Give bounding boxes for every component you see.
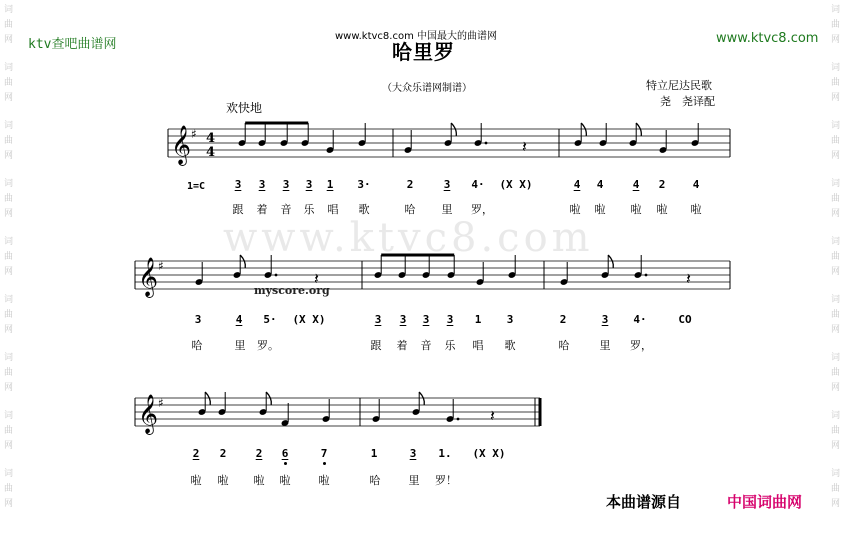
side-watermark-char: 曲 <box>831 136 841 146</box>
time-signature-bottom: 4 <box>206 145 216 160</box>
side-watermark-char: 词 <box>4 411 14 421</box>
jianpu-note: 2 <box>406 178 414 191</box>
score-maker: （大众乐谱网制谱） <box>382 83 472 94</box>
side-watermark-char: 网 <box>831 35 841 45</box>
source-brand[interactable]: 中国词曲网 <box>727 493 803 511</box>
note-flag <box>240 255 245 268</box>
jianpu-note: (X X) <box>292 313 326 326</box>
side-watermark-char: 网 <box>4 325 14 335</box>
key-signature-text: 1=C <box>187 181 206 192</box>
note-flag <box>451 123 456 136</box>
lyric-syllable: 音 <box>280 203 292 216</box>
side-watermark-char: 词 <box>831 121 841 131</box>
side-watermark-char: 词 <box>831 237 841 247</box>
jianpu-note: 3· <box>357 178 371 191</box>
side-watermark-char: 曲 <box>831 368 841 378</box>
side-watermark-char: 网 <box>831 93 841 103</box>
lyric-syllable: 啦 <box>656 203 668 216</box>
note-dot <box>485 142 488 145</box>
jianpu-note: 5· <box>263 313 277 326</box>
jianpu-note: 1 <box>370 447 378 460</box>
lyric-syllable: 着 <box>396 339 408 352</box>
jianpu-note: 2 <box>255 447 263 460</box>
jianpu-note: 3 <box>282 178 290 191</box>
jianpu-note: (X X) <box>499 178 533 191</box>
jianpu-note: 3 <box>305 178 313 191</box>
side-watermark-char: 词 <box>4 121 14 131</box>
side-watermark-char: 网 <box>4 499 14 509</box>
jianpu-note: 3 <box>446 313 454 326</box>
jianpu-note: 3 <box>399 313 407 326</box>
jianpu-note: 4 <box>632 178 640 191</box>
side-watermark-char: 曲 <box>4 484 14 494</box>
site-url-right[interactable]: www.ktvc8.com <box>716 31 819 46</box>
lyric-syllable: 歌 <box>358 203 370 216</box>
side-watermark-char: 网 <box>4 267 14 277</box>
lyric-syllable: 哈 <box>191 339 203 352</box>
jianpu-note: 6 <box>281 447 289 460</box>
jianpu-note: 4· <box>471 178 485 191</box>
center-watermark: www.ktvc8.com <box>223 215 594 261</box>
side-watermark-char: 曲 <box>4 368 14 378</box>
jianpu-note: CO <box>678 313 692 326</box>
side-watermark-char: 曲 <box>831 194 841 204</box>
note-flag <box>205 392 210 405</box>
side-watermark-char: 曲 <box>831 78 841 88</box>
side-watermark-char: 曲 <box>4 310 14 320</box>
sharp-icon: ♯ <box>158 259 164 273</box>
jianpu-note: 4 <box>235 313 243 326</box>
lyric-syllable: 啦 <box>594 203 606 216</box>
jianpu-note: 3 <box>194 313 202 326</box>
side-watermark-char: 词 <box>4 179 14 189</box>
jianpu-note: 3 <box>258 178 266 191</box>
side-watermark-char: 词 <box>831 411 841 421</box>
jianpu-note: 7 <box>320 447 328 460</box>
quarter-rest-icon: 𝄽 <box>686 269 691 288</box>
lyric-syllable: 啦 <box>190 474 202 487</box>
inline-watermark: myscore.org <box>254 284 330 297</box>
jianpu-note: 3 <box>234 178 242 191</box>
jianpu-note: 4· <box>633 313 647 326</box>
side-watermark-char: 网 <box>831 499 841 509</box>
side-watermark-char: 曲 <box>831 484 841 494</box>
lyric-syllable: 啦 <box>630 203 642 216</box>
lyric-syllable: 唱 <box>327 203 339 216</box>
treble-clef-icon: 𝄞 <box>171 125 192 165</box>
lyric-syllable: 啦 <box>253 474 265 487</box>
side-watermark-char: 词 <box>831 179 841 189</box>
side-watermark-char: 曲 <box>831 426 841 436</box>
side-watermark-char: 词 <box>4 295 14 305</box>
lyric-syllable: 乐 <box>444 339 456 352</box>
side-watermark-char: 词 <box>831 63 841 73</box>
tempo-marking: 欢快地 <box>226 101 263 115</box>
note-flag <box>266 392 271 405</box>
lyric-syllable: 啦 <box>279 474 291 487</box>
lyric-syllable: 音 <box>420 339 432 352</box>
treble-clef-icon: 𝄞 <box>138 394 159 434</box>
side-watermark-char: 网 <box>831 441 841 451</box>
side-watermark-char: 曲 <box>4 252 14 262</box>
side-watermark-char: 网 <box>831 209 841 219</box>
jianpu-note: 2 <box>219 447 227 460</box>
side-watermark-char: 网 <box>4 383 14 393</box>
side-watermark-char: 词 <box>831 469 841 479</box>
jianpu-note: 3 <box>374 313 382 326</box>
note-dot <box>275 274 278 277</box>
lyric-syllable: 罗， <box>630 339 652 352</box>
side-watermark-char: 词 <box>4 5 14 15</box>
sharp-icon: ♯ <box>158 396 164 410</box>
side-watermark-char: 网 <box>4 35 14 45</box>
lyric-syllable: 跟 <box>232 203 244 216</box>
side-watermark-char: 曲 <box>4 136 14 146</box>
jianpu-note: 4 <box>596 178 604 191</box>
lyric-syllable: 罗。 <box>257 339 279 352</box>
side-watermark-char: 网 <box>4 93 14 103</box>
lyric-syllable: 里 <box>599 339 611 352</box>
jianpu-note: 3 <box>443 178 451 191</box>
source-label: 本曲谱源自 <box>606 493 682 511</box>
jianpu-note: 2 <box>658 178 666 191</box>
side-watermark-char: 词 <box>831 295 841 305</box>
lyric-syllable: 罗！ <box>435 474 457 487</box>
lyric-syllable: 啦 <box>569 203 581 216</box>
jianpu-note: 3 <box>409 447 417 460</box>
lyric-syllable: 跟 <box>370 339 382 352</box>
lyric-syllable: 哈 <box>369 474 381 487</box>
side-watermark-char: 词 <box>4 237 14 247</box>
lyric-syllable: 乐 <box>303 203 315 216</box>
song-origin: 特立尼达民歌 <box>646 79 712 92</box>
side-watermark-char: 网 <box>831 383 841 393</box>
jianpu-note: 1 <box>474 313 482 326</box>
side-watermark-char: 曲 <box>4 78 14 88</box>
side-watermark-char: 网 <box>831 151 841 161</box>
lyric-syllable: 啦 <box>217 474 229 487</box>
lyric-syllable: 着 <box>256 203 268 216</box>
jianpu-note: (X X) <box>472 447 506 460</box>
jianpu-note: 1. <box>438 447 452 460</box>
lyric-syllable: 唱 <box>472 339 484 352</box>
jianpu-note: 3 <box>601 313 609 326</box>
jianpu-note: 2 <box>192 447 200 460</box>
site-name-left[interactable]: ktv查吧曲谱网 <box>28 37 117 52</box>
low-octave-dot <box>323 462 326 465</box>
note-dot <box>645 274 648 277</box>
side-watermark-char: 曲 <box>831 310 841 320</box>
side-watermark-char: 网 <box>4 209 14 219</box>
jianpu-note: 4 <box>692 178 700 191</box>
lyric-syllable: 啦 <box>318 474 330 487</box>
side-watermark-char: 词 <box>831 5 841 15</box>
side-watermark-char: 曲 <box>831 252 841 262</box>
jianpu-note: 2 <box>559 313 567 326</box>
side-watermark-char: 曲 <box>4 20 14 30</box>
jianpu-note: 3 <box>506 313 514 326</box>
jianpu-note: 4 <box>573 178 581 191</box>
song-title: 哈里罗 <box>392 40 455 64</box>
side-watermark-char: 曲 <box>4 194 14 204</box>
side-watermark-char: 网 <box>831 267 841 277</box>
side-watermark-char: 网 <box>831 325 841 335</box>
lyric-syllable: 里 <box>441 203 453 216</box>
note-flag <box>636 123 641 136</box>
quarter-rest-icon: 𝄽 <box>522 137 527 156</box>
lyric-syllable: 歌 <box>504 339 516 352</box>
lyric-syllable: 里 <box>408 474 420 487</box>
note-flag <box>608 255 613 268</box>
song-arranger: 尧 尧译配 <box>660 95 715 108</box>
side-watermark-char: 曲 <box>831 20 841 30</box>
note-dot <box>457 418 460 421</box>
lyric-syllable: 里 <box>234 339 246 352</box>
quarter-rest-icon: 𝄽 <box>490 406 495 425</box>
sharp-icon: ♯ <box>191 127 197 141</box>
side-watermark-char: 词 <box>4 63 14 73</box>
side-watermark-char: 词 <box>4 469 14 479</box>
lyric-syllable: 哈 <box>404 203 416 216</box>
side-watermark-char: 曲 <box>4 426 14 436</box>
side-watermark-char: 网 <box>4 441 14 451</box>
lyric-syllable: 啦 <box>690 203 702 216</box>
jianpu-note: 1 <box>326 178 334 191</box>
note-flag <box>419 392 424 405</box>
treble-clef-icon: 𝄞 <box>138 257 159 297</box>
site-banner: www.ktvc8.com 中国最大的曲谱网 <box>335 31 498 42</box>
lyric-syllable: 罗， <box>471 203 493 216</box>
note-flag <box>581 123 586 136</box>
side-watermark-char: 词 <box>831 353 841 363</box>
low-octave-dot <box>284 462 287 465</box>
side-watermark-char: 词 <box>4 353 14 363</box>
side-watermark-char: 网 <box>4 151 14 161</box>
time-signature-top: 4 <box>206 131 216 146</box>
quarter-rest-icon: 𝄽 <box>314 269 319 288</box>
jianpu-note: 3 <box>422 313 430 326</box>
lyric-syllable: 哈 <box>558 339 570 352</box>
